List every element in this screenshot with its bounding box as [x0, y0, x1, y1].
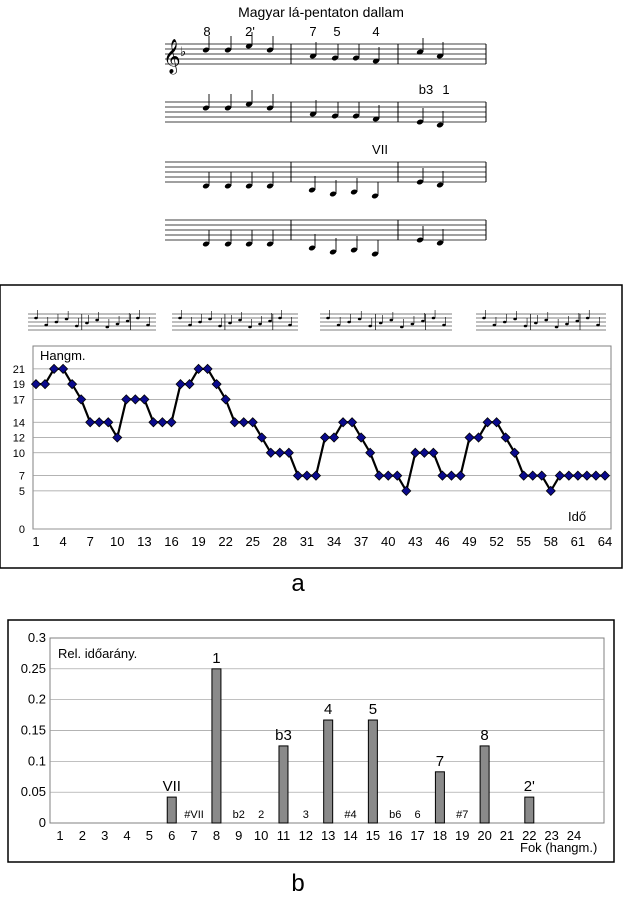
mini-note-head: [432, 317, 436, 320]
mini-note-head: [248, 326, 252, 329]
x-tick-label-b: 14: [343, 828, 358, 843]
mini-note-head: [85, 322, 89, 325]
x-tick-label-b: 2: [78, 828, 86, 843]
mini-note-head: [555, 326, 559, 329]
mini-note-head: [389, 319, 393, 322]
x-tick-label-a: 61: [570, 534, 586, 549]
mini-note-head: [126, 320, 130, 323]
y-tick-label-a: 14: [12, 417, 25, 430]
x-tick-label-b: 3: [101, 828, 109, 843]
mini-note-head: [228, 322, 232, 325]
staff-row: [165, 82, 486, 128]
x-tick-label-a: 19: [191, 534, 206, 549]
degree-label: b3: [418, 82, 434, 97]
x-tick-label-b: 5: [145, 828, 154, 843]
chart-b-ylabel: Rel. időarány.: [58, 646, 138, 661]
degree-label: 5: [333, 24, 341, 39]
x-tick-label-a: 55: [516, 534, 531, 549]
mini-staff: [172, 310, 298, 330]
x-tick-label-b: 12: [298, 828, 314, 843]
y-tick-label-a: 7: [18, 470, 25, 483]
x-tick-label-b: 15: [365, 828, 381, 843]
x-tick-label-a: 40: [381, 534, 396, 549]
mini-note-head: [524, 325, 528, 328]
bar-label-b: 4: [324, 701, 333, 719]
y-tick-label-b: 0.3: [27, 630, 46, 645]
y-tick-label-b: 0.1: [27, 753, 46, 769]
x-tick-label-b: 19: [455, 828, 470, 843]
x-tick-label-a: 25: [245, 534, 260, 549]
x-tick-label-a: 43: [408, 534, 423, 549]
bar-label-b: 8: [480, 726, 489, 744]
degree-label: 1: [442, 82, 450, 97]
mini-note-head: [238, 319, 242, 322]
panel-b-label: b: [291, 870, 305, 897]
bar-chart-b: [21, 630, 604, 855]
mini-note-head: [544, 319, 548, 322]
y-tick-label-a: 10: [12, 447, 25, 460]
y-tick-label-a: 5: [18, 485, 25, 498]
gap-label-b: b2: [232, 809, 245, 821]
flat-sign-icon: ♭: [180, 44, 187, 59]
gap-label-b: b6: [389, 809, 402, 821]
mini-note-head: [347, 321, 351, 324]
mini-note-head: [442, 324, 446, 327]
x-tick-label-a: 58: [543, 534, 559, 549]
mini-note-head: [146, 324, 150, 327]
bar-label-b: VII: [162, 778, 181, 796]
mini-note-head: [95, 319, 99, 322]
mini-note-head: [326, 317, 330, 320]
mini-note-head: [198, 321, 202, 324]
x-tick-label-a: 1: [32, 534, 40, 549]
degree-label: 7: [309, 24, 317, 39]
x-tick-label-b: 17: [410, 828, 425, 843]
panel-a-label: a: [291, 570, 305, 597]
bar-b: [435, 772, 444, 823]
x-tick-label-a: 7: [86, 534, 94, 549]
mini-notation-strip: [28, 310, 606, 330]
mini-note-head: [482, 317, 486, 320]
mini-note-head: [136, 317, 140, 320]
y-tick-label-a: 17: [12, 394, 25, 407]
bar-label-b: 7: [435, 752, 445, 770]
x-tick-label-b: 1: [56, 828, 64, 843]
mini-note-head: [565, 323, 569, 326]
y-tick-label-b: 0.05: [20, 784, 46, 800]
x-tick-label-a: 49: [462, 534, 477, 549]
mini-note-head: [411, 323, 415, 326]
mini-note-head: [368, 325, 372, 328]
x-tick-label-b: 10: [253, 828, 269, 843]
mini-note-head: [208, 318, 212, 321]
mini-note-head: [188, 324, 192, 327]
x-tick-label-a: 10: [110, 534, 125, 549]
bar-label-b: 1: [212, 649, 221, 667]
bar-b: [279, 746, 288, 823]
mini-note-head: [421, 320, 425, 323]
x-tick-label-a: 52: [489, 534, 504, 549]
mini-staff: [476, 310, 606, 330]
x-tick-label-a: 22: [218, 534, 233, 549]
gap-label-b: 2: [258, 809, 265, 821]
mini-note-head: [379, 322, 383, 325]
y-tick-label-a: 12: [12, 432, 25, 445]
x-tick-label-b: 16: [387, 828, 403, 843]
x-tick-label-b: 20: [477, 828, 492, 843]
x-tick-label-b: 21: [499, 828, 515, 843]
chart-a-xlabel: Idő: [568, 509, 587, 524]
mini-note-head: [258, 323, 262, 326]
treble-clef-icon: 𝄞: [163, 40, 181, 73]
x-tick-label-b: 13: [320, 828, 336, 843]
x-tick-label-b: 23: [544, 828, 559, 843]
x-tick-label-b: 6: [168, 828, 176, 843]
gap-label-b: #VII: [184, 809, 204, 821]
mini-staff: [320, 310, 452, 330]
mini-note-head: [218, 325, 222, 328]
x-tick-label-a: 31: [299, 534, 315, 549]
gap-label-b: 3: [302, 809, 309, 821]
y-tick-label-a: 0: [18, 524, 25, 536]
staff-row: [165, 142, 486, 199]
mini-note-head: [493, 324, 497, 327]
mini-note-head: [288, 324, 292, 327]
bar-b: [167, 797, 176, 823]
staff-row: [163, 24, 486, 75]
mini-note-head: [44, 324, 48, 327]
gap-label-b: #4: [344, 809, 357, 821]
degree-label: 4: [372, 24, 380, 39]
mini-note-head: [105, 326, 109, 329]
chart-b-xlabel: Fok (hangm.): [520, 840, 598, 855]
x-tick-label-a: 37: [353, 534, 369, 549]
chart-a-ylabel: Hangm.: [40, 348, 86, 363]
mini-staff: [28, 310, 156, 330]
mini-note-head: [116, 323, 120, 326]
bar-b: [525, 797, 534, 823]
gap-label-b: #7: [456, 809, 469, 821]
y-tick-label-a: 19: [12, 379, 25, 392]
x-tick-label-b: 22: [522, 828, 537, 843]
x-tick-label-a: 13: [137, 534, 152, 549]
x-tick-label-b: 4: [123, 828, 131, 843]
gap-label-b: 6: [414, 809, 421, 821]
x-tick-label-a: 16: [164, 534, 179, 549]
mini-note-head: [400, 326, 404, 329]
y-tick-label-a: 21: [12, 363, 25, 376]
x-tick-label-a: 64: [597, 534, 613, 549]
x-tick-label-a: 28: [272, 534, 288, 549]
y-tick-label-b: 0: [38, 815, 46, 830]
x-tick-label-a: 4: [59, 534, 67, 549]
bar-b: [324, 720, 333, 823]
mini-note-head: [337, 324, 341, 327]
degree-label: VII: [372, 142, 388, 157]
mini-note-head: [178, 317, 182, 320]
bar-label-b: 5: [368, 701, 378, 719]
mini-note-head: [268, 320, 272, 323]
staff-row: [165, 220, 486, 257]
mini-note-head: [575, 320, 579, 323]
bar-label-b: b3: [275, 726, 292, 744]
x-tick-label-b: 18: [432, 828, 448, 843]
mini-note-head: [55, 321, 59, 324]
mini-note-head: [75, 325, 79, 328]
bar-label-b: 2': [523, 778, 535, 796]
mini-note-head: [586, 317, 590, 320]
music-notation: [163, 24, 486, 257]
degree-label: 8: [203, 24, 211, 39]
mini-note-head: [596, 324, 600, 327]
figure-title: Magyar lá-pentaton dallam: [238, 4, 404, 20]
x-tick-label-a: 34: [326, 534, 342, 549]
degree-label: 2': [245, 24, 255, 39]
bar-b: [480, 746, 489, 823]
mini-note-head: [278, 317, 282, 320]
mini-note-head: [34, 317, 38, 320]
y-tick-label-b: 0.15: [20, 722, 46, 738]
y-tick-label-b: 0.2: [27, 691, 46, 707]
mini-note-head: [513, 318, 517, 321]
mini-note-head: [534, 322, 538, 325]
y-tick-label-b: 0.25: [20, 660, 46, 676]
x-tick-label-b: 11: [276, 828, 291, 843]
x-tick-label-b: 7: [190, 828, 198, 843]
x-tick-label-b: 9: [235, 828, 243, 843]
mini-note-head: [65, 318, 69, 321]
x-tick-label-b: 24: [566, 828, 582, 843]
mini-note-head: [358, 318, 362, 321]
line-chart-a: [13, 346, 612, 549]
x-tick-label-a: 46: [435, 534, 450, 549]
bar-b: [368, 720, 377, 823]
x-tick-label-b: 8: [212, 828, 221, 843]
bar-b: [212, 669, 221, 823]
mini-note-head: [503, 321, 507, 324]
